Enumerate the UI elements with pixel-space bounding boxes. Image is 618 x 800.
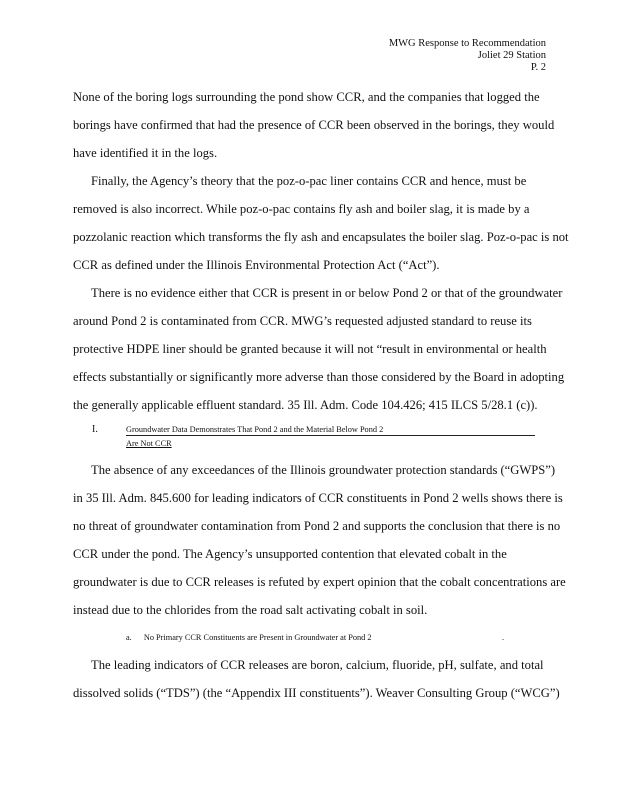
body-line: The leading indicators of CCR releases are boron, calcium, fluoride, pH, sulfate, and total [91, 658, 544, 672]
body-line: no threat of groundwater contamination from Pond 2 and supports the conclusion that there is no [73, 519, 561, 533]
section-number: I. [92, 424, 98, 435]
subsection-trailing-period: . [502, 633, 505, 642]
subsection-title: No Primary CCR Constituents are Present in Groundwater at Pond 2 [143, 633, 372, 642]
section-title-continuation: Are Not CCR [126, 439, 172, 448]
body-line: effects substantially or significantly more adverse than those considered by the Board in adopting [73, 370, 565, 384]
body-line: CCR under the pond. The Agency’s unsupported contention that elevated cobalt in the [73, 547, 507, 561]
body-line: pozzolanic reaction which transforms the fly ash and encapsulates the boiler slag. Poz-o-pac is not [73, 230, 569, 244]
body-line: protective HDPE liner should be granted because it will not “result in environmental or health [73, 342, 547, 356]
body-line: have identified it in the logs. [73, 146, 218, 160]
body-line: around Pond 2 is contaminated from CCR. MWG’s requested adjusted standard to reuse its [73, 314, 532, 328]
body-line: borings have confirmed that had the presence of CCR been observed in the borings, they would [73, 118, 555, 132]
body-line: None of the boring logs surrounding the pond show CCR, and the companies that logged the [73, 90, 540, 104]
section-title: Groundwater Data Demonstrates That Pond 2 and the Material Below Pond 2 [126, 425, 384, 434]
body-line: The absence of any exceedances of the Illinois groundwater protection standards (“GWPS”) [91, 463, 556, 477]
header-line-station: Joliet 29 Station [477, 50, 546, 61]
body-line: removed is also incorrect. While poz-o-pac contains fly ash and boiler slag, it is made by a [73, 202, 530, 216]
body-line: the generally applicable effluent standard. 35 Ill. Adm. Code 104.426; 415 ILCS 5/28.1 (c)). [73, 398, 538, 412]
body-line: groundwater is due to CCR releases is refuted by expert opinion that the cobalt concentrations are [73, 575, 566, 589]
body-line: CCR as defined under the Illinois Environmental Protection Act (“Act”). [73, 258, 440, 272]
section-title-underline [126, 435, 535, 436]
subsection-heading [126, 632, 505, 643]
subsection-letter: a. [126, 633, 132, 642]
header-line-response: MWG Response to Recommendation [388, 38, 546, 49]
body-line: in 35 Ill. Adm. 845.600 for leading indicators of CCR constituents in Pond 2 wells shows there is [73, 491, 563, 505]
header-line-page: P. 2 [530, 62, 546, 73]
page-header [389, 38, 546, 74]
body-line: instead due to the chlorides from the road salt activating cobalt in soil. [73, 603, 428, 617]
body-line: dissolved solids (“TDS”) (the “Appendix III constituents”). Weaver Consulting Group (“WCG”) [73, 686, 560, 700]
body-line: There is no evidence either that CCR is present in or below Pond 2 or that of the groundwater [91, 286, 563, 300]
body-line: Finally, the Agency’s theory that the poz-o-pac liner contains CCR and hence, must be [91, 174, 527, 188]
